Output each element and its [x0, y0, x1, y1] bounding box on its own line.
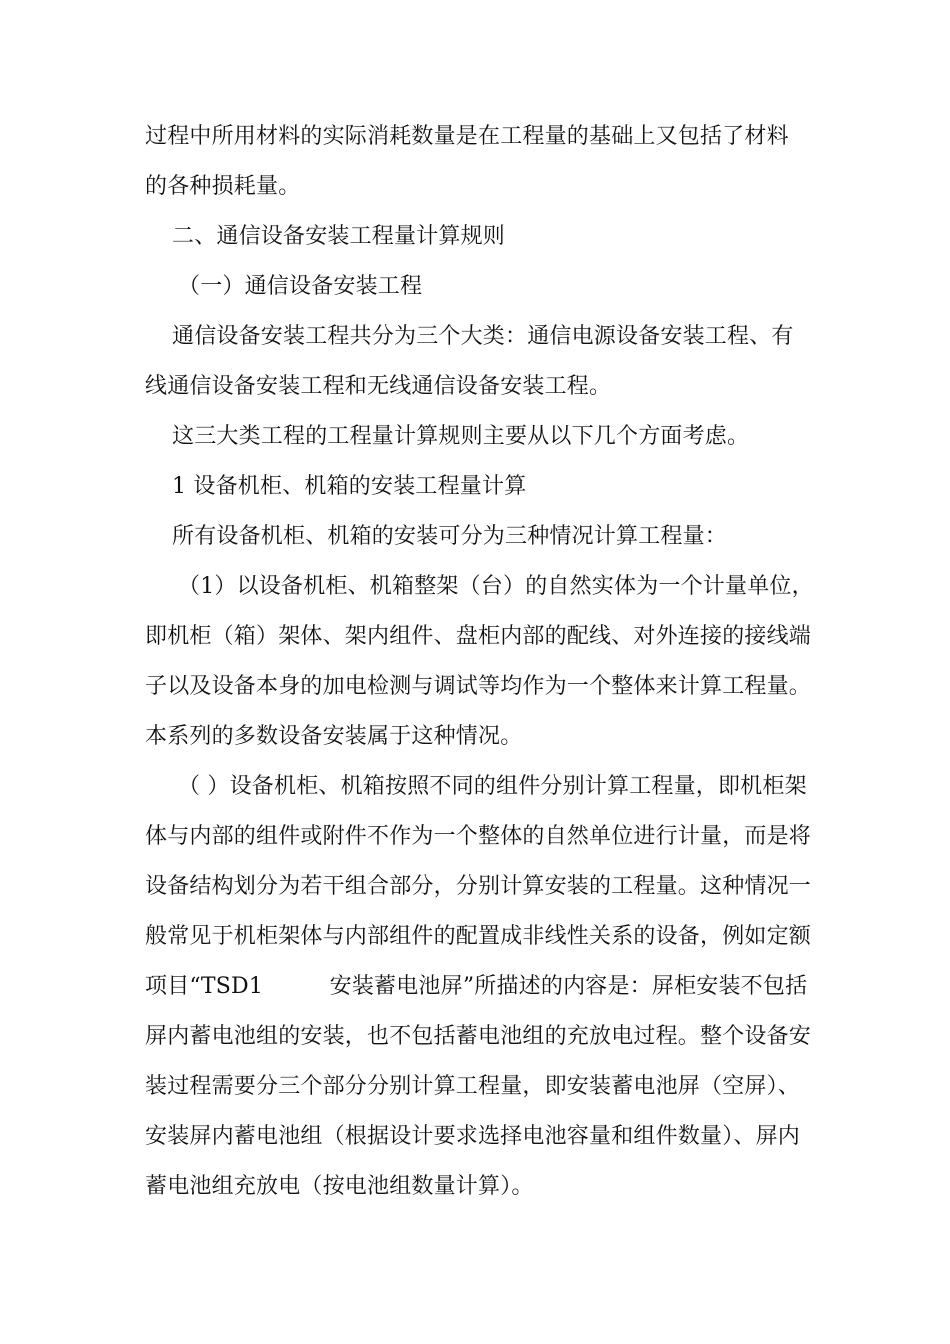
text-line-12: 子以及设备本身的加电检测与调试等均作为一个整体来计算工程量。	[145, 674, 812, 699]
text-line-17: 般常见于机柜架体与内部组件的配置成非线性关系的设备，例如定额	[145, 924, 812, 949]
text-line-14: （ ）设备机柜、机箱按照不同的组件分别计算工程量，即机柜架	[178, 774, 807, 799]
text-line-1: 过程中所用材料的实际消耗数量是在工程量的基础上又包括了材料	[145, 124, 789, 149]
subsection-heading: （一）通信设备安装工程	[178, 274, 423, 299]
text-line-19: 屏内蓄电池组的安装，也不包括蓄电池组的充放电过程。整个设备安	[145, 1024, 812, 1049]
item-heading: 1 设备机柜、机箱的安装工程量计算	[172, 474, 527, 499]
text-line-18: 项目“TSD1 安装蓄电池屏”所描述的内容是：屏柜安装不包括	[145, 974, 808, 999]
text-line-11: 即机柜（箱）架体、架内组件、盘柜内部的配线、对外连接的接线端	[145, 624, 812, 649]
text-line-20: 装过程需要分三个部分分别计算工程量，即安装蓄电池屏（空屏）、	[145, 1074, 801, 1099]
text-line-5: 通信设备安装工程共分为三个大类：通信电源设备安装工程、有	[172, 324, 794, 349]
text-line-9: 所有设备机柜、机箱的安装可分为三种情况计算工程量：	[172, 524, 728, 549]
text-line-2: 的各种损耗量。	[145, 174, 301, 199]
text-line-10: （1）以设备机柜、机箱整架（台）的自然实体为一个计量单位，	[178, 574, 814, 599]
text-line-22: 蓄电池组充放电（按电池组数量计算）。	[145, 1174, 534, 1199]
section-heading: 二、通信设备安装工程量计算规则	[172, 224, 506, 249]
text-line-21: 安装屏内蓄电池组（根据设计要求选择电池容量和组件数量）、屏内	[145, 1124, 801, 1149]
text-line-7: 这三大类工程的工程量计算规则主要从以下几个方面考虑。	[172, 424, 750, 449]
text-line-16: 设备结构划分为若干组合部分，分别计算安装的工程量。这种情况一	[145, 874, 812, 899]
text-line-15: 体与内部的组件或附件不作为一个整体的自然单位进行计量，而是将	[145, 824, 812, 849]
text-line-6: 线通信设备安装工程和无线通信设备安装工程。	[145, 374, 612, 399]
text-line-13: 本系列的多数设备安装属于这种情况。	[145, 724, 523, 749]
